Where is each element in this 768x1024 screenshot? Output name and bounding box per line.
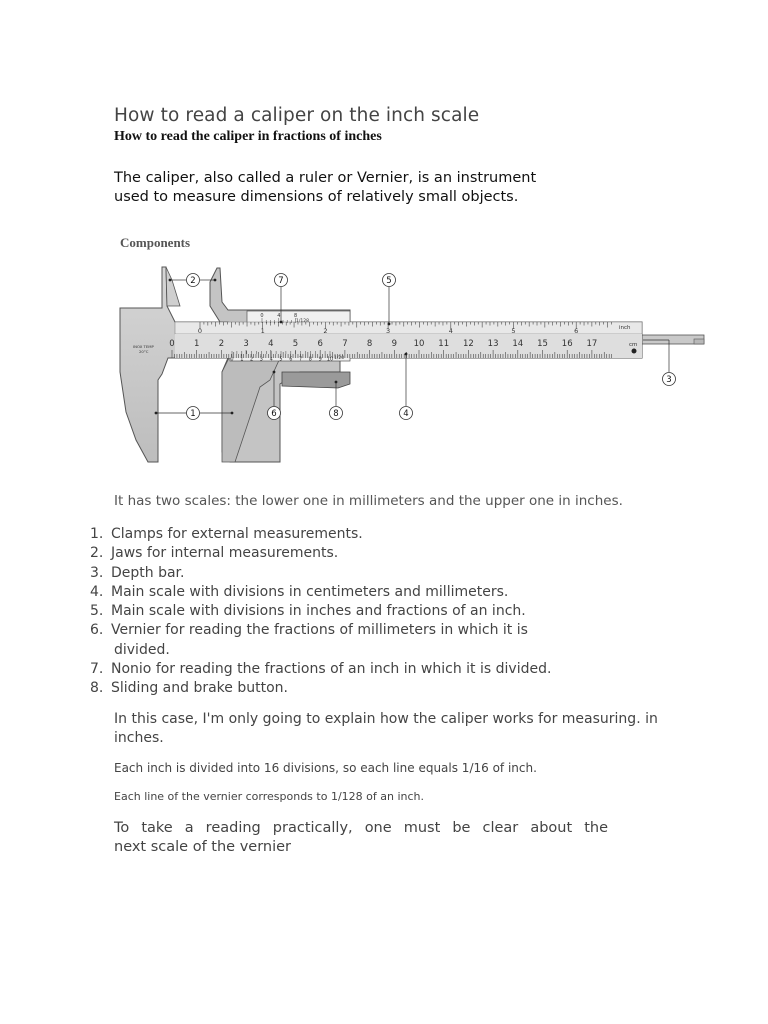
mm-scale-label: 11 bbox=[438, 339, 450, 349]
vernier-mm-label: 3 bbox=[259, 356, 263, 363]
practical-line-2: next scale of the vernier bbox=[114, 839, 292, 855]
fixed-jaw bbox=[120, 267, 642, 462]
inch-scale-label: 1 bbox=[260, 327, 265, 335]
legend-item-2: 2. Jaws for internal measurements. bbox=[90, 545, 339, 562]
mm-scale-label: 12 bbox=[462, 339, 474, 349]
scales-note: It has two scales: the lower one in millimeters and the upper one in inches. bbox=[114, 493, 623, 509]
brake-button bbox=[282, 372, 350, 388]
callout-5: 5 bbox=[386, 276, 392, 286]
components-legend bbox=[90, 525, 610, 699]
vernier-line-note: Each line of the vernier corresponds to 1/128 of an inch. bbox=[114, 790, 424, 803]
unit-cm-label: cm bbox=[629, 342, 638, 348]
vernier-mm-label: 7 bbox=[299, 356, 303, 363]
inch-scale-label: 4 bbox=[448, 327, 453, 335]
mm-scale-label: 10 bbox=[413, 339, 425, 349]
legend-item-5: 5. Main scale with divisions in inches and fractions of an inch. bbox=[90, 603, 526, 620]
mm-scale-label: 6 bbox=[317, 339, 323, 349]
legend-item-4: 4. Main scale with divisions in centimeters and millimeters. bbox=[90, 583, 509, 600]
legend-item-7: 7. Nonio for reading the fractions of an inch in which it is divided. bbox=[90, 661, 552, 678]
mm-scale-label: 13 bbox=[487, 339, 499, 349]
temp-label: 20°C bbox=[139, 349, 149, 354]
inox-label: INOX TEMP bbox=[133, 344, 154, 349]
vernier-inch-label: 4 bbox=[277, 313, 281, 319]
practical-line-1: To take a reading practically, one must be clear about the bbox=[114, 820, 608, 836]
practical-paragraph bbox=[114, 819, 608, 857]
page-subtitle: How to read the caliper in fractions of inches bbox=[114, 129, 382, 144]
mm-scale-label: 3 bbox=[243, 339, 249, 349]
mm-scale-label: 15 bbox=[537, 339, 548, 349]
legend-item-1: 1. Clamps for external measurements. bbox=[90, 526, 363, 542]
callout-6: 6 bbox=[271, 409, 277, 419]
inch-scale-label: 3 bbox=[386, 327, 391, 335]
inch-scale-label: 6 bbox=[574, 327, 579, 335]
mm-scale-label: 16 bbox=[561, 339, 573, 349]
callout-8: 8 bbox=[333, 409, 339, 419]
page-title: How to read a caliper on the inch scale bbox=[114, 105, 480, 126]
mm-scale-label: 7 bbox=[342, 339, 348, 349]
vernier-mm-label: 8 bbox=[308, 356, 312, 363]
mm-scale-label: 5 bbox=[292, 339, 299, 349]
intro-paragraph: The caliper, also called a ruler or Vernier, is an instrument used to measure dimensions of relatively small objects. bbox=[114, 170, 537, 205]
vernier-mm-label: 1 bbox=[240, 356, 244, 363]
vernier-mm-label: 5 bbox=[279, 356, 283, 363]
components-heading: Components bbox=[120, 235, 191, 250]
vernier-mm-label: 2 bbox=[250, 356, 254, 363]
inch-scale-label: 2 bbox=[323, 327, 328, 335]
mm-scale-label: 1 bbox=[193, 339, 200, 349]
callout-1: 1 bbox=[190, 409, 196, 419]
mm-scale-label: 17 bbox=[586, 339, 598, 349]
vernier-inch-fraction: 1/128 bbox=[296, 319, 309, 324]
callout-3: 3 bbox=[666, 375, 672, 385]
mm-scale-label: 14 bbox=[512, 339, 524, 349]
vernier-mm-label: 10 bbox=[326, 356, 334, 363]
legend-item-6: 6. Vernier for reading the fractions of millimeters in which it is divided. bbox=[90, 622, 528, 658]
legend-item-3: 3. Depth bar. bbox=[90, 564, 185, 581]
inch-scale-label: 5 bbox=[511, 327, 516, 335]
inch-divisions-note: Each inch is divided into 16 divisions, so each line equals 1/16 of inch. bbox=[114, 761, 537, 775]
callout-7: 7 bbox=[278, 276, 284, 286]
vernier-mm-label: 0 bbox=[230, 356, 234, 363]
vernier-mm-label: 4 bbox=[269, 356, 273, 363]
mm-scale-label: 9 bbox=[391, 339, 398, 349]
callout-2: 2 bbox=[190, 276, 196, 286]
vernier-inch-label: 0 bbox=[260, 313, 264, 319]
vernier-mm-fraction: 1/20 bbox=[334, 356, 345, 361]
unit-inch-label: inch bbox=[619, 325, 631, 331]
callout-4: 4 bbox=[403, 409, 409, 419]
vernier-inch-label: 8 bbox=[294, 313, 298, 319]
inch-scale-label: 0 bbox=[197, 327, 203, 335]
mm-scale-label: 8 bbox=[366, 339, 373, 349]
mm-scale-label: 0 bbox=[169, 339, 175, 349]
caliper-diagram bbox=[110, 262, 710, 470]
mm-scale-label: 4 bbox=[268, 339, 274, 349]
explain-paragraph: In this case, I'm only going to explain how the caliper works for measuring. in inches. bbox=[114, 711, 658, 746]
mm-scale-label: 2 bbox=[218, 339, 225, 349]
legend-item-8: 8. Sliding and brake button. bbox=[90, 680, 288, 697]
vernier-mm-label: 9 bbox=[318, 356, 322, 363]
vernier-mm-label: 6 bbox=[289, 356, 293, 363]
